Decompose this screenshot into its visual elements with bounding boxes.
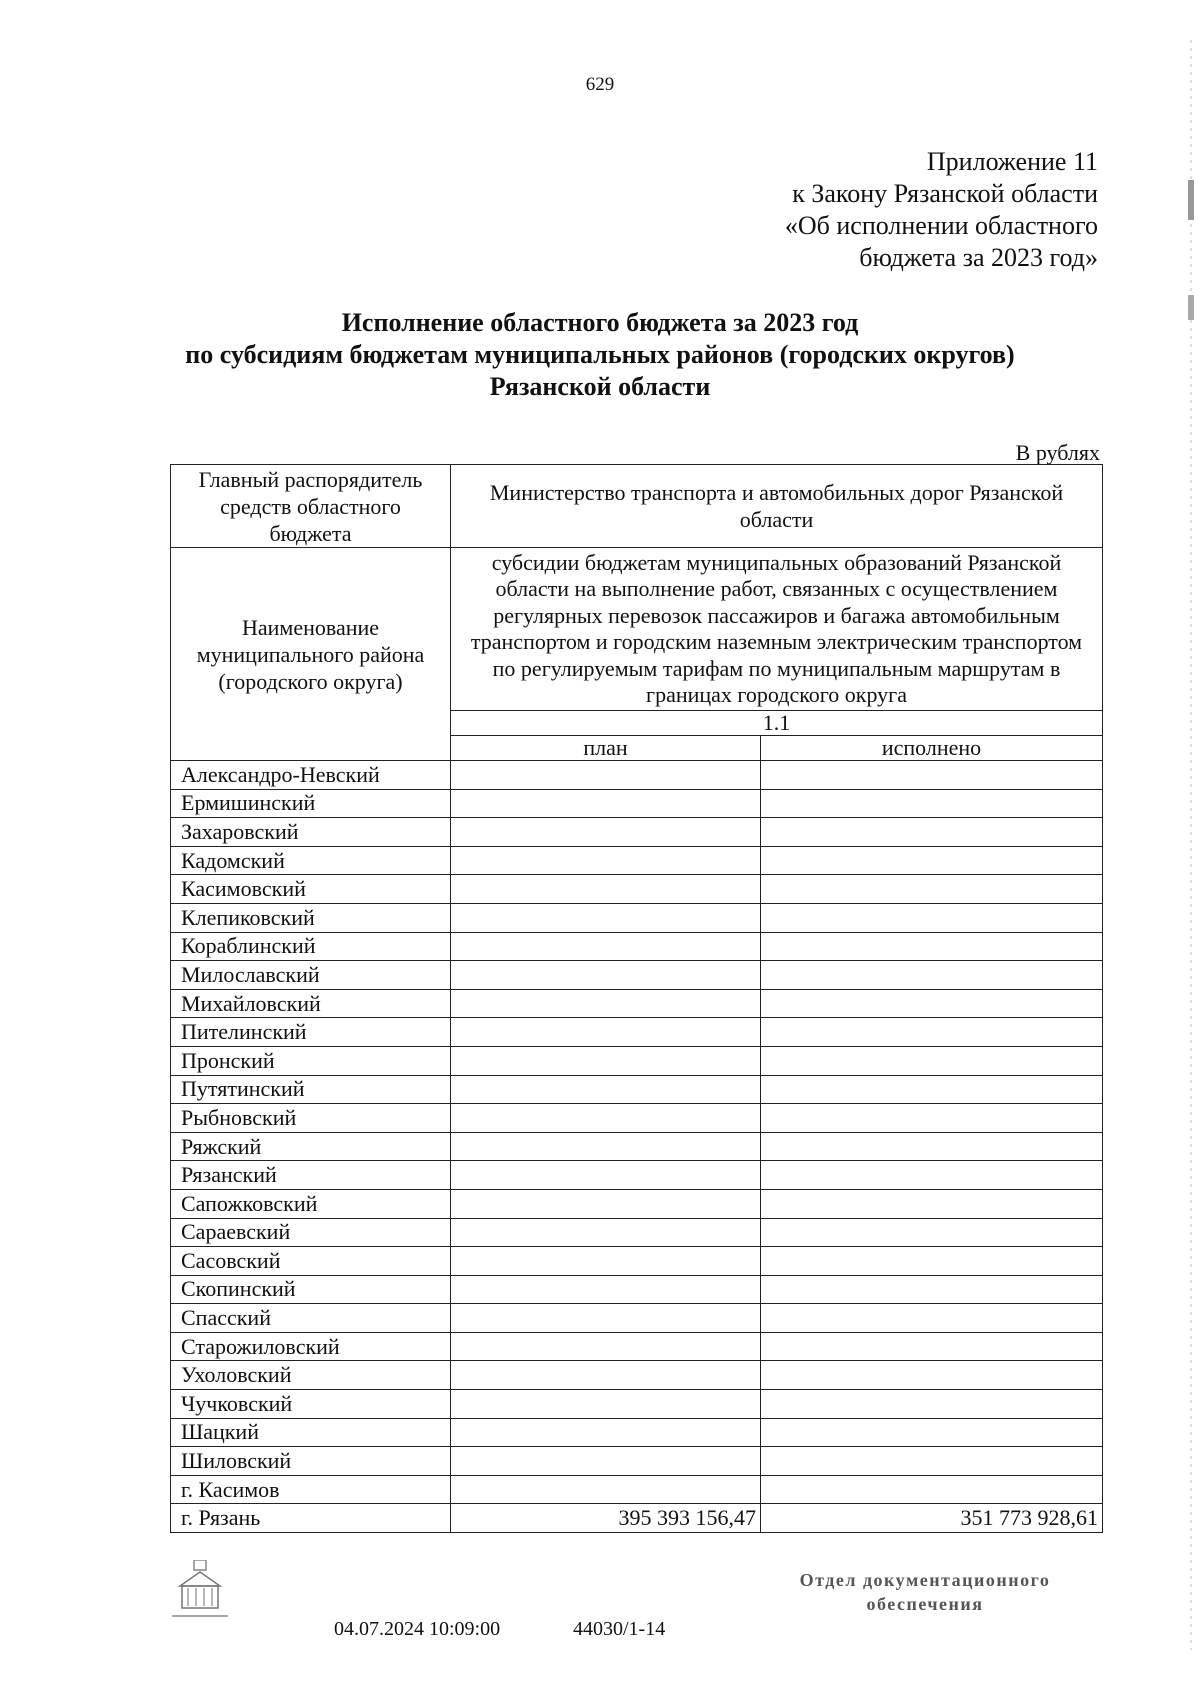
done-value-cell: 351 773 928,61	[761, 1504, 1103, 1533]
district-name-cell: Милославский	[171, 961, 451, 990]
plan-value-cell	[451, 789, 761, 818]
done-value-cell	[761, 1361, 1103, 1390]
plan-value-cell	[451, 903, 761, 932]
plan-value-cell	[451, 1075, 761, 1104]
plan-value-cell	[451, 1304, 761, 1333]
table-row	[171, 989, 1103, 1018]
table-row	[171, 1390, 1103, 1419]
emblem-logo-icon	[170, 1560, 230, 1622]
done-value-cell	[761, 875, 1103, 904]
table-row	[171, 1447, 1103, 1476]
done-value-cell	[761, 818, 1103, 847]
plan-value-cell	[451, 761, 761, 790]
district-name-cell: Рыбновский	[171, 1104, 451, 1133]
district-name-cell: Рязанский	[171, 1161, 451, 1190]
appendix-line-1: Приложение 11	[926, 147, 1098, 176]
done-value-cell	[761, 1447, 1103, 1476]
plan-value-cell	[451, 1132, 761, 1161]
district-name-cell: г. Рязань	[171, 1504, 451, 1533]
plan-value-cell	[451, 1475, 761, 1504]
plan-value-cell	[451, 1361, 761, 1390]
table-row	[171, 1018, 1103, 1047]
district-name-cell: Клепиковский	[171, 903, 451, 932]
district-name-cell: Ермишинский	[171, 789, 451, 818]
done-value-cell	[761, 1332, 1103, 1361]
done-value-cell	[761, 846, 1103, 875]
done-value-cell	[761, 1304, 1103, 1333]
done-value-cell	[761, 789, 1103, 818]
table-row	[171, 1475, 1103, 1504]
header-subsidy-description: субсидии бюджетам муниципальных образований Рязанской области на выполнение работ, связанных с осуществлением регулярных перевозок пассажиров и багажа автомобильным транспортом и городским наземным электрическим транспортом по регулируемым тарифам по муниципальным маршрутам в границах городского округа	[451, 548, 1103, 711]
district-name-cell: Ряжский	[171, 1132, 451, 1161]
district-name-cell: Кадомский	[171, 846, 451, 875]
header-plan: план	[451, 736, 761, 761]
plan-value-cell	[451, 1161, 761, 1190]
district-name-cell: Скопинский	[171, 1275, 451, 1304]
district-name-cell: Пителинский	[171, 1018, 451, 1047]
plan-value-cell	[451, 1247, 761, 1276]
district-name-cell: Кораблинский	[171, 932, 451, 961]
done-value-cell	[761, 903, 1103, 932]
appendix-line-2: к Закону Рязанской области	[792, 179, 1098, 208]
table-row	[171, 932, 1103, 961]
district-name-cell: Сараевский	[171, 1218, 451, 1247]
stamp-line-2: обеспечения	[866, 1594, 984, 1614]
district-name-cell: Шиловский	[171, 1447, 451, 1476]
district-name-cell: Спасский	[171, 1304, 451, 1333]
header-code: 1.1	[451, 711, 1103, 736]
title-line-1: Исполнение областного бюджета за 2023 год	[341, 308, 859, 337]
table-row	[171, 1332, 1103, 1361]
subsidy-table	[170, 464, 1103, 1533]
done-value-cell	[761, 932, 1103, 961]
done-value-cell	[761, 1018, 1103, 1047]
plan-value-cell	[451, 1332, 761, 1361]
done-value-cell	[761, 1046, 1103, 1075]
table-row	[171, 1132, 1103, 1161]
plan-value-cell: 395 393 156,47	[451, 1504, 761, 1533]
plan-value-cell	[451, 932, 761, 961]
done-value-cell	[761, 1418, 1103, 1447]
district-name-cell: Александро-Невский	[171, 761, 451, 790]
done-value-cell	[761, 1189, 1103, 1218]
district-name-cell: Чучковский	[171, 1390, 451, 1419]
plan-value-cell	[451, 961, 761, 990]
district-name-cell: г. Касимов	[171, 1475, 451, 1504]
page-number: 629	[585, 74, 615, 95]
plan-value-cell	[451, 1046, 761, 1075]
table-row	[171, 1189, 1103, 1218]
plan-value-cell	[451, 1218, 761, 1247]
table-row	[171, 1304, 1103, 1333]
done-value-cell	[761, 1161, 1103, 1190]
appendix-block	[785, 146, 1098, 274]
plan-value-cell	[451, 1189, 761, 1218]
header-done: исполнено	[761, 736, 1103, 761]
title-line-2: по субсидиям бюджетам муниципальных районов (городских округов)	[185, 340, 1015, 369]
table-row	[171, 1161, 1103, 1190]
table-row	[171, 1418, 1103, 1447]
header-municipality: Наименование муниципального района (городского округа)	[171, 548, 451, 761]
table-row	[171, 1075, 1103, 1104]
district-name-cell: Шацкий	[171, 1418, 451, 1447]
units-label: В рублях	[1015, 440, 1100, 465]
plan-value-cell	[451, 1447, 761, 1476]
done-value-cell	[761, 1247, 1103, 1276]
table-row	[171, 789, 1103, 818]
plan-value-cell	[451, 1390, 761, 1419]
document-title	[0, 307, 1200, 403]
plan-value-cell	[451, 1275, 761, 1304]
district-name-cell: Пронский	[171, 1046, 451, 1075]
footer-datetime: 04.07.2024 10:09:00	[334, 1618, 501, 1640]
done-value-cell	[761, 1275, 1103, 1304]
table-row	[171, 1218, 1103, 1247]
plan-value-cell	[451, 1104, 761, 1133]
district-name-cell: Михайловский	[171, 989, 451, 1018]
district-name-cell: Сасовский	[171, 1247, 451, 1276]
table-row	[171, 961, 1103, 990]
done-value-cell	[761, 961, 1103, 990]
done-value-cell	[761, 1075, 1103, 1104]
done-value-cell	[761, 1132, 1103, 1161]
plan-value-cell	[451, 875, 761, 904]
district-name-cell: Путятинский	[171, 1075, 451, 1104]
header-ministry: Министерство транспорта и автомобильных дорог Рязанской области	[451, 465, 1103, 548]
done-value-cell	[761, 1475, 1103, 1504]
district-name-cell: Старожиловский	[171, 1332, 451, 1361]
district-name-cell: Касимовский	[171, 875, 451, 904]
table-row	[171, 818, 1103, 847]
appendix-line-3: «Об исполнении областного	[784, 211, 1098, 240]
table-row	[171, 1247, 1103, 1276]
plan-value-cell	[451, 818, 761, 847]
done-value-cell	[761, 1104, 1103, 1133]
done-value-cell	[761, 1218, 1103, 1247]
plan-value-cell	[451, 989, 761, 1018]
table-row	[171, 1046, 1103, 1075]
plan-value-cell	[451, 846, 761, 875]
plan-value-cell	[451, 1418, 761, 1447]
stamp-line-1: Отдел документационного	[799, 1570, 1051, 1590]
done-value-cell	[761, 989, 1103, 1018]
table-row	[171, 875, 1103, 904]
table-row	[171, 1104, 1103, 1133]
district-name-cell: Захаровский	[171, 818, 451, 847]
done-value-cell	[761, 1390, 1103, 1419]
district-name-cell: Сапожковский	[171, 1189, 451, 1218]
district-name-cell: Ухоловский	[171, 1361, 451, 1390]
table-row	[171, 903, 1103, 932]
table-row	[171, 1504, 1103, 1533]
title-line-3: Рязанской области	[489, 372, 711, 401]
appendix-line-4: бюджета за 2023 год»	[859, 243, 1098, 272]
table-row	[171, 761, 1103, 790]
scan-edge-artifact	[1188, 40, 1194, 1650]
table-row	[171, 1361, 1103, 1390]
table-row	[171, 1275, 1103, 1304]
table-row	[171, 846, 1103, 875]
footer-doc-number: 44030/1-14	[573, 1618, 666, 1640]
done-value-cell	[761, 761, 1103, 790]
header-budget-holder: Главный распорядитель средств областного бюджета	[171, 465, 451, 548]
plan-value-cell	[451, 1018, 761, 1047]
department-stamp	[775, 1568, 1075, 1616]
